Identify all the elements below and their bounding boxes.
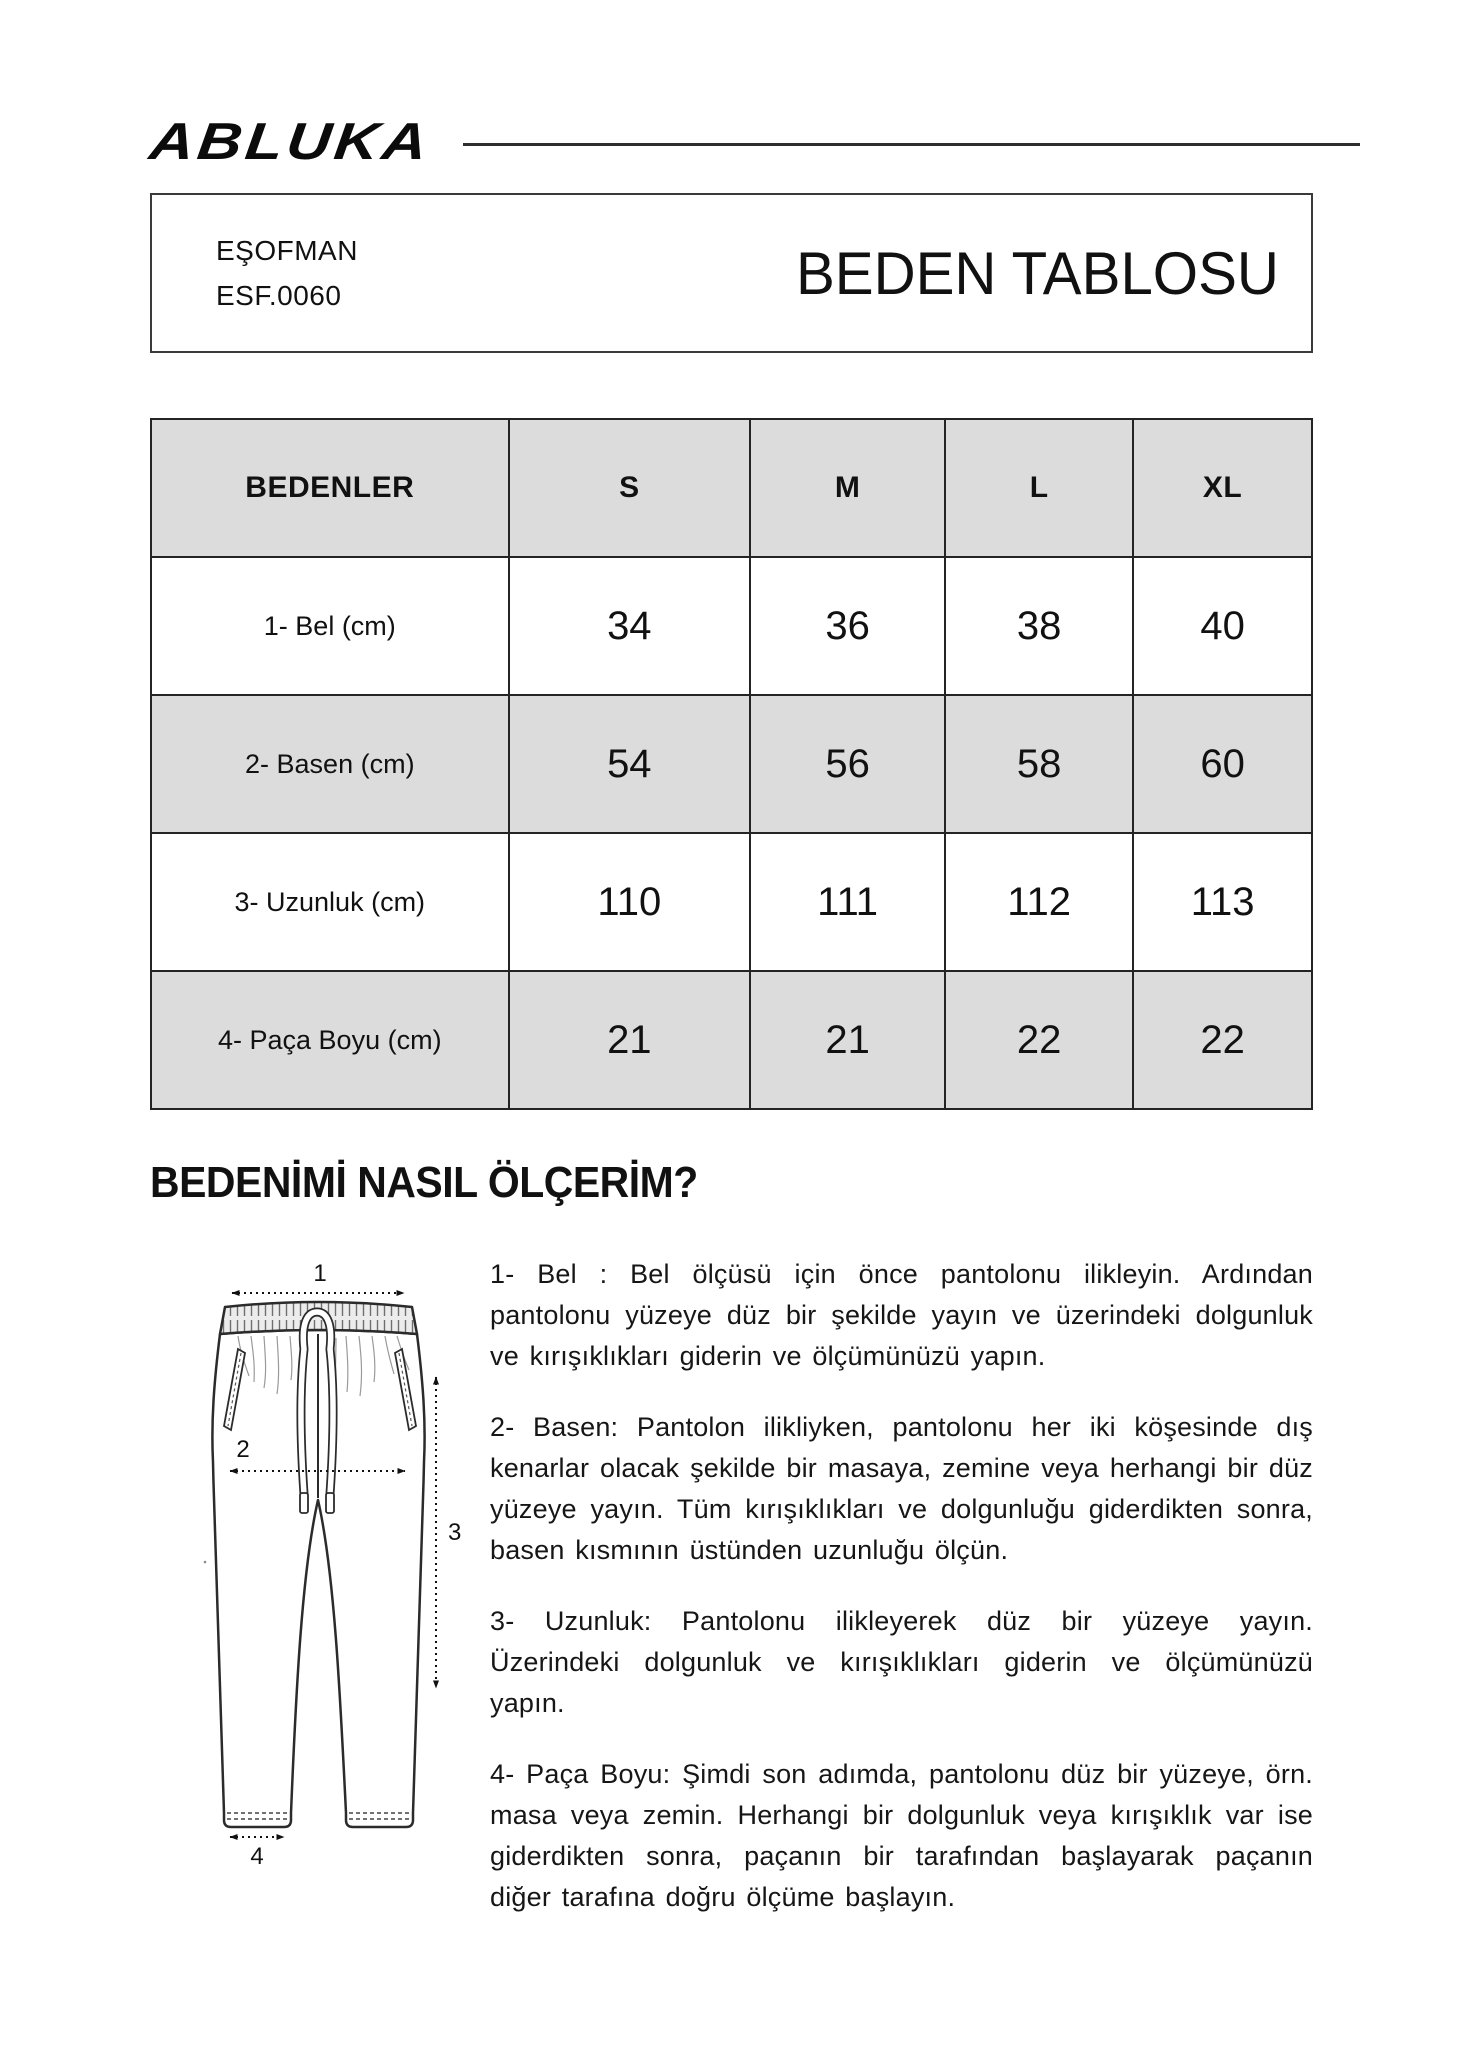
size-value: 22 <box>1133 971 1312 1109</box>
waistband <box>220 1302 417 1334</box>
brand-logo: ABLUKA <box>146 113 434 171</box>
measure-line-length <box>436 1377 461 1688</box>
size-value: 112 <box>945 833 1133 971</box>
column-header: XL <box>1133 419 1312 557</box>
column-header: M <box>750 419 945 557</box>
column-header: S <box>509 419 750 557</box>
instruction-paragraph: 3- Uzunluk: Pantolonu ilikleyerek düz bir yüzeye yayın. Üzerindeki dolgunluk ve kırışıklıkları giderin ve ölçümünüzü yapın. <box>490 1606 1313 1719</box>
product-info <box>216 228 358 319</box>
size-value: 40 <box>1133 557 1312 695</box>
table-row <box>151 695 1312 833</box>
measure-instructions <box>490 1250 1313 1918</box>
size-value: 111 <box>750 833 945 971</box>
size-value: 60 <box>1133 695 1312 833</box>
measure-section-heading: BEDENİMİ NASIL ÖLÇERİM? <box>150 1158 698 1207</box>
size-value: 22 <box>945 971 1133 1109</box>
size-value: 34 <box>509 557 750 695</box>
brand-header <box>146 112 1360 172</box>
print-speck <box>204 1561 207 1564</box>
instruction-paragraph: 1- Bel : Bel ölçüsü için önce pantolonu ilikleyin. Ardından pantolonu yüzeye düz bir şekilde yayın ve üzerindeki dolgunluk ve kırışıklıkları giderin ve ölçümünüzü yapın. <box>490 1259 1313 1372</box>
instruction-paragraph: 2- Basen: Pantolon ilikliyken, pantolonu her iki köşesinde dış kenarlar olacak şekilde bir masaya, zemine veya herhangi bir düz yüzeye yayın. Tüm kırışıklıkları ve dolgunluğu giderdikten sonra, basen kısmının üstünden uzunluğu ölçün. <box>490 1412 1313 1566</box>
measure-label-hem: 4 <box>250 1843 264 1870</box>
measure-label-hip: 2 <box>236 1436 250 1463</box>
product-type: EŞOFMAN <box>216 234 358 266</box>
size-value: 36 <box>750 557 945 695</box>
measure-line-waist <box>232 1260 404 1293</box>
column-header: BEDENLER <box>151 419 509 557</box>
row-label: 4- Paça Boyu (cm) <box>151 971 509 1109</box>
product-code: ESF.0060 <box>216 280 342 311</box>
table-row <box>151 833 1312 971</box>
measure-line-hem <box>230 1837 284 1870</box>
page-title: BEDEN TABLOSU <box>796 239 1279 307</box>
pants-diagram <box>150 1250 490 1918</box>
measure-section <box>150 1250 1313 1918</box>
table-row <box>151 557 1312 695</box>
measure-label-length: 3 <box>448 1519 462 1546</box>
pants-technical-drawing-icon <box>150 1250 490 1870</box>
title-box <box>150 193 1313 353</box>
size-table <box>150 418 1313 1110</box>
row-label: 3- Uzunluk (cm) <box>151 833 509 971</box>
size-value: 21 <box>509 971 750 1109</box>
instruction-paragraph: 4- Paça Boyu: Şimdi son adımda, pantolonu düz bir yüzeye, örn. masa veya zemin. Herhangi bir dolgunluk veya kırışıklık var ise giderdikten sonra, paçanın bir tarafından başlayarak paçanın diğer tarafına doğru ölçüme başlayın. <box>490 1759 1313 1913</box>
column-header: L <box>945 419 1133 557</box>
size-value: 21 <box>750 971 945 1109</box>
row-label: 2- Basen (cm) <box>151 695 509 833</box>
measure-label-waist: 1 <box>313 1260 327 1287</box>
logo-divider-line <box>463 143 1360 146</box>
table-header-row <box>151 419 1312 557</box>
table-row <box>151 971 1312 1109</box>
size-value: 38 <box>945 557 1133 695</box>
size-value: 113 <box>1133 833 1312 971</box>
size-value: 56 <box>750 695 945 833</box>
row-label: 1- Bel (cm) <box>151 557 509 695</box>
size-value: 58 <box>945 695 1133 833</box>
size-value: 54 <box>509 695 750 833</box>
size-value: 110 <box>509 833 750 971</box>
